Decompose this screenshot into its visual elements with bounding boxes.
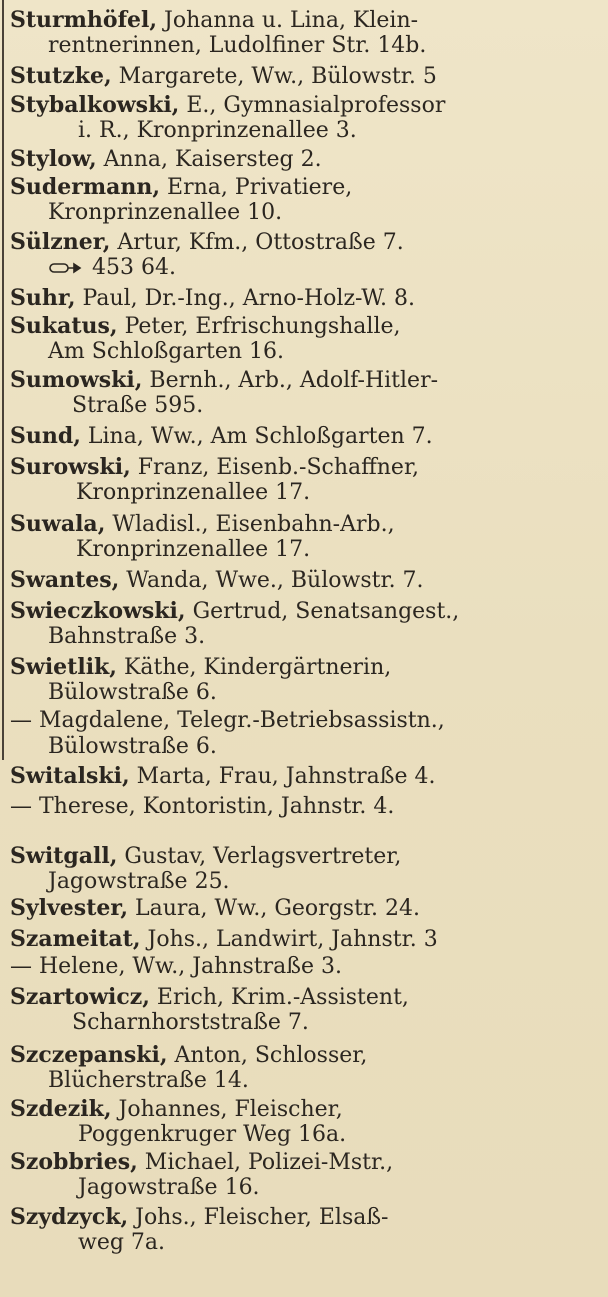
entry-details: Bahnstraße 3. xyxy=(48,624,206,649)
entry-details: Franz, Eisenb.-Schaffner, xyxy=(130,455,420,480)
entry-details: rentnerinnen, Ludolfiner Str. 14b. xyxy=(48,33,427,58)
entry-details: — Therese, Kontoristin, Jahnstr. 4. xyxy=(10,794,395,819)
entry-details: Artur, Kfm., Ottostraße 7. xyxy=(110,230,404,255)
entry-details: Marta, Frau, Jahnstraße 4. xyxy=(129,764,436,789)
entry-first-line xyxy=(10,228,404,256)
entry-details: Laura, Ww., Georgstr. 24. xyxy=(128,896,420,921)
entry-details: Gustav, Verlagsvertreter, xyxy=(117,844,402,869)
entry-first-line xyxy=(10,1203,389,1231)
entry-details: Scharnhorststraße 7. xyxy=(72,1010,309,1035)
entry-details: Anton, Schlosser, xyxy=(167,1043,368,1068)
entry-details: E., Gymnasialprofessor xyxy=(179,93,446,118)
entry-details: Bülowstraße 6. xyxy=(48,734,217,759)
entry-surname: Switalski, xyxy=(10,763,130,789)
entry-first-line xyxy=(10,6,418,34)
entry-details: Anna, Kaisersteg 2. xyxy=(96,147,322,172)
entry-first-line xyxy=(10,422,433,450)
entry-surname: Szartowicz, xyxy=(10,984,150,1010)
entry-details: Lina, Ww., Am Schloßgarten 7. xyxy=(80,424,433,449)
entry-first-line xyxy=(10,62,437,90)
entry-first-line xyxy=(10,453,419,481)
entry-continuation-line xyxy=(78,117,357,145)
entry-surname: Switgall, xyxy=(10,843,118,869)
entry-continuation-line xyxy=(78,1229,165,1257)
entry-first-line xyxy=(10,145,322,173)
entry-first-line xyxy=(10,510,395,538)
entry-surname: Suhr, xyxy=(10,285,76,311)
entry-details: Kronprinzenallee 17. xyxy=(76,537,311,562)
entry-details: Michael, Polizei-Mstr., xyxy=(137,1150,394,1175)
entry-details: Erich, Krim.-Assistent, xyxy=(149,985,409,1010)
entry-details: Johannes, Fleischer, xyxy=(111,1097,343,1122)
entry-details: Erna, Privatiere, xyxy=(160,175,353,200)
entry-surname: Sund, xyxy=(10,423,81,449)
entry-details: Kronprinzenallee 17. xyxy=(76,480,311,505)
entry-details: Johs., Fleischer, Elsaß- xyxy=(128,1205,389,1230)
entry-details: 453 64. xyxy=(92,255,176,280)
entry-details: Gertrud, Senatsangest., xyxy=(185,599,460,624)
entry-details: Bülowstraße 6. xyxy=(48,680,217,705)
entry-continuation-line xyxy=(76,536,310,564)
entry-first-line xyxy=(10,566,424,594)
entry-details: weg 7a. xyxy=(78,1230,166,1255)
entry-details: Johanna u. Lina, Klein- xyxy=(157,8,419,33)
entry-continuation-line xyxy=(48,254,176,282)
entry-surname: Suwala, xyxy=(10,511,106,537)
entry-continuation-line xyxy=(48,338,284,366)
entry-first-line xyxy=(10,707,445,735)
telephone-icon xyxy=(48,261,88,275)
entry-surname: Swietlik, xyxy=(10,654,117,680)
entry-continuation-line xyxy=(72,392,203,420)
entry-first-line xyxy=(10,312,401,340)
entry-continuation-line xyxy=(48,679,217,707)
entry-surname: Szameitat, xyxy=(10,926,141,952)
entry-continuation-line xyxy=(72,1009,309,1037)
entry-details: Blücherstraße 14. xyxy=(48,1068,249,1093)
entry-first-line xyxy=(10,762,436,790)
entry-surname: Szydzyck, xyxy=(10,1204,129,1230)
entry-continuation-line xyxy=(48,623,205,651)
entry-surname: Stylow, xyxy=(10,146,97,172)
entry-surname: Sylvester, xyxy=(10,895,129,921)
entry-continuation-line xyxy=(48,733,217,761)
entry-details: Kronprinzenallee 10. xyxy=(48,200,283,225)
entry-details: Peter, Erfrischungshalle, xyxy=(117,314,401,339)
entry-details: — Helene, Ww., Jahnstraße 3. xyxy=(10,954,342,979)
entry-details: Bernh., Arb., Adolf-Hitler- xyxy=(142,368,439,393)
entry-continuation-line xyxy=(78,1174,260,1202)
entry-surname: Sukatus, xyxy=(10,313,118,339)
entry-details: i. R., Kronprinzenallee 3. xyxy=(78,118,357,143)
entry-first-line xyxy=(10,366,438,394)
entry-first-line xyxy=(10,173,352,201)
entry-details: Straße 595. xyxy=(72,393,204,418)
entry-surname: Sudermann, xyxy=(10,174,161,200)
entry-surname: Swieczkowski, xyxy=(10,598,186,624)
entry-continuation-line xyxy=(78,1121,346,1149)
entry-details: Johs., Landwirt, Jahnstr. 3 xyxy=(140,927,438,952)
entry-details: Am Schloßgarten 16. xyxy=(48,339,285,364)
entry-continuation-line xyxy=(76,479,310,507)
entry-details: Wanda, Wwe., Bülowstr. 7. xyxy=(119,568,424,593)
entry-surname: Stutzke, xyxy=(10,63,112,89)
entry-first-line xyxy=(10,793,394,821)
entry-continuation-line xyxy=(48,1067,249,1095)
entry-first-line xyxy=(10,894,420,922)
entry-details: Käthe, Kindergärtnerin, xyxy=(116,655,392,680)
entry-surname: Swantes, xyxy=(10,567,120,593)
entry-first-line xyxy=(10,983,409,1011)
entry-first-line xyxy=(10,1041,367,1069)
entry-first-line xyxy=(10,284,415,312)
entry-first-line xyxy=(10,925,438,953)
entry-details: Jagowstraße 25. xyxy=(48,869,230,894)
entry-details: Paul, Dr.-Ing., Arno-Holz-W. 8. xyxy=(75,286,416,311)
entry-continuation-line xyxy=(48,32,426,60)
entry-first-line xyxy=(10,1095,343,1123)
entry-continuation-line xyxy=(48,868,230,896)
entry-surname: Sturmhöfel, xyxy=(10,7,158,33)
entry-first-line xyxy=(10,91,445,119)
entry-surname: Szdezik, xyxy=(10,1096,112,1122)
entry-surname: Sumowski, xyxy=(10,367,143,393)
entry-surname: Szobbries, xyxy=(10,1149,138,1175)
entry-continuation-line xyxy=(48,199,282,227)
entry-first-line xyxy=(10,953,342,981)
column-rule xyxy=(2,0,4,760)
entry-surname: Surowski, xyxy=(10,454,131,480)
entry-first-line xyxy=(10,597,459,625)
entry-details: Poggenkruger Weg 16a. xyxy=(78,1122,347,1147)
entry-details: Wladisl., Eisenbahn-Arb., xyxy=(105,512,395,537)
entry-details: — Magdalene, Telegr.-Betriebsassistn., xyxy=(10,708,445,733)
entry-surname: Stybalkowski, xyxy=(10,92,180,118)
entry-surname: Sülzner, xyxy=(10,229,111,255)
entry-details: Margarete, Ww., Bülowstr. 5 xyxy=(111,64,437,89)
entry-first-line xyxy=(10,653,391,681)
entry-details: Jagowstraße 16. xyxy=(78,1175,260,1200)
entry-first-line xyxy=(10,842,401,870)
entry-first-line xyxy=(10,1148,393,1176)
entry-surname: Szczepanski, xyxy=(10,1042,168,1068)
